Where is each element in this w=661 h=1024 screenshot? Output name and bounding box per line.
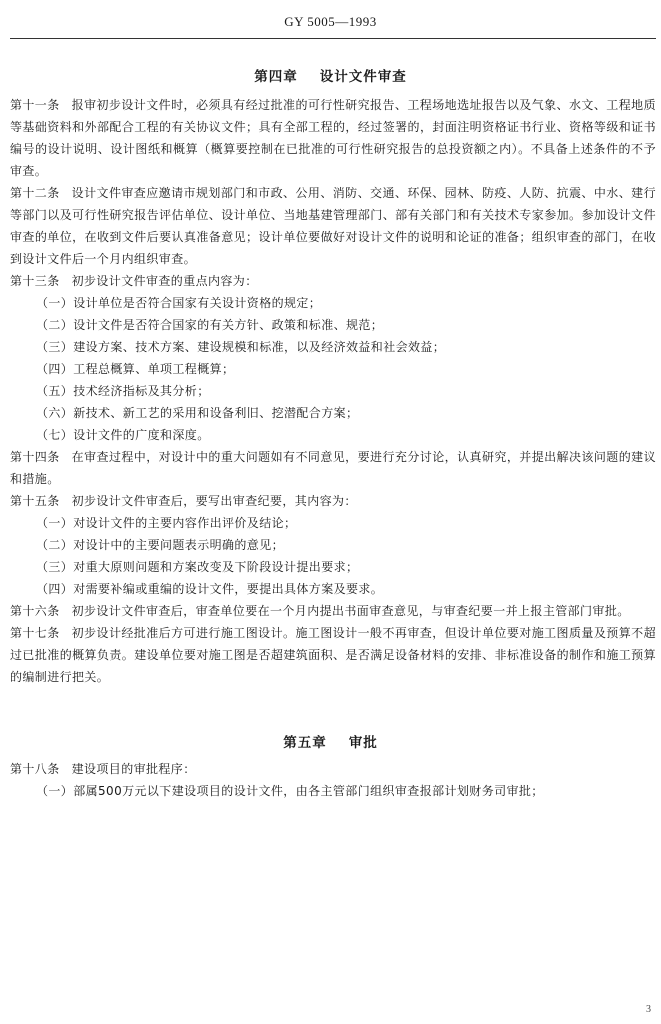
list-item: （一）部属500万元以下建设项目的设计文件，由各主管部门组织审查报部计划财务司审批； (36, 784, 544, 798)
list-item: （二）设计文件是否符合国家的有关方针、政策和标准、规范； (36, 318, 384, 332)
article-number: 第十七条 (10, 626, 60, 640)
page-number: 3 (646, 1004, 651, 1015)
list-item: （三）对重大原则问题和方案改变及下阶段设计提出要求； (36, 560, 359, 574)
article-16 (10, 600, 656, 622)
list-item: （四）对需要补编或重编的设计文件，要提出具体方案及要求。 (36, 582, 384, 596)
article-15 (10, 490, 656, 512)
article-text: 建设项目的审批程序： (71, 762, 196, 776)
chapter-name: 设计文件审查 (319, 69, 407, 85)
article-text: 报审初步设计文件时，必须具有经过批准的可行性研究报告、工程场地选址报告以及气象、水文、工程地质等基础资料和外部配合工程的有关协议文件；具有全部工程的，经过签署的，封面注明资格证书行业、资格等级和证书编号的设计说明、设计图纸和概算（概算要控制在已批准的可行性研究报告的总投资额之内）。不具备上述条件的不予审查。 (10, 98, 656, 178)
article-number: 第十五条 (10, 494, 60, 508)
chapter-name: 审批 (348, 735, 378, 751)
chapter-number: 第四章 (254, 69, 298, 85)
article-11 (10, 94, 656, 182)
header-rule (10, 38, 656, 39)
article-12 (10, 182, 656, 270)
chapter-4-title (0, 65, 661, 85)
article-number: 第十一条 (10, 98, 60, 112)
article-13 (10, 270, 656, 292)
list-item: （三）建设方案、技术方案、建设规模和标准，以及经济效益和社会效益； (36, 340, 446, 354)
list-item: （四）工程总概算、单项工程概算； (36, 362, 235, 376)
article-number: 第十六条 (10, 604, 60, 618)
article-number: 第十四条 (10, 450, 60, 464)
chapter-number: 第五章 (283, 735, 327, 751)
article-14 (10, 446, 656, 490)
list-item: （一）设计单位是否符合国家有关设计资格的规定； (36, 296, 322, 310)
article-18 (10, 758, 656, 780)
page-header-code: GY 5005—1993 (284, 14, 377, 29)
article-text: 设计文件审查应邀请市规划部门和市政、公用、消防、交通、环保、园林、防疫、人防、抗震、中水、建行等部门以及可行性研究报告评估单位、设计单位、当地基建管理部门、部有关部门和有关技术专家参加。参加设计文件审查的单位，在收到文件后要认真准备意见；设计单位要做好对设计文件的说明和论证的准备；组织审查的部门，在收到设计文件后一个月内组织审查。 (10, 186, 656, 266)
article-text: 初步设计文件审查后，审查单位要在一个月内提出书面审查意见，与审查纪要一并上报主管部门审批。 (71, 604, 630, 618)
chapter-5-body (10, 758, 656, 802)
article-text: 初步设计文件审查的重点内容为： (71, 274, 258, 288)
list-item: （一）对设计文件的主要内容作出评价及结论； (36, 516, 297, 530)
article-17 (10, 622, 656, 688)
article-number: 第十三条 (10, 274, 60, 288)
article-text: 初步设计文件审查后，要写出审查纪要，其内容为： (71, 494, 357, 508)
list-item: （五）技术经济指标及其分析； (36, 384, 210, 398)
article-text: 初步设计经批准后方可进行施工图设计。施工图设计一般不再审查，但设计单位要对施工图质量及预算不超过已批准的概算负责。建设单位要对施工图是否超建筑面积、是否满足设备材料的安排、非标准设备的制作和施工预算的编制进行把关。 (10, 626, 656, 684)
article-text: 在审查过程中，对设计中的重大问题如有不同意见，要进行充分讨论，认真研究，并提出解决该问题的建议和措施。 (10, 450, 656, 486)
chapter-4-body (10, 94, 656, 688)
chapter-5-title (0, 731, 661, 751)
article-number: 第十八条 (10, 762, 60, 776)
list-item: （二）对设计中的主要问题表示明确的意见； (36, 538, 285, 552)
list-item: （七）设计文件的广度和深度。 (36, 428, 210, 442)
list-item: （六）新技术、新工艺的采用和设备利旧、挖潜配合方案； (36, 406, 359, 420)
article-number: 第十二条 (10, 186, 60, 200)
